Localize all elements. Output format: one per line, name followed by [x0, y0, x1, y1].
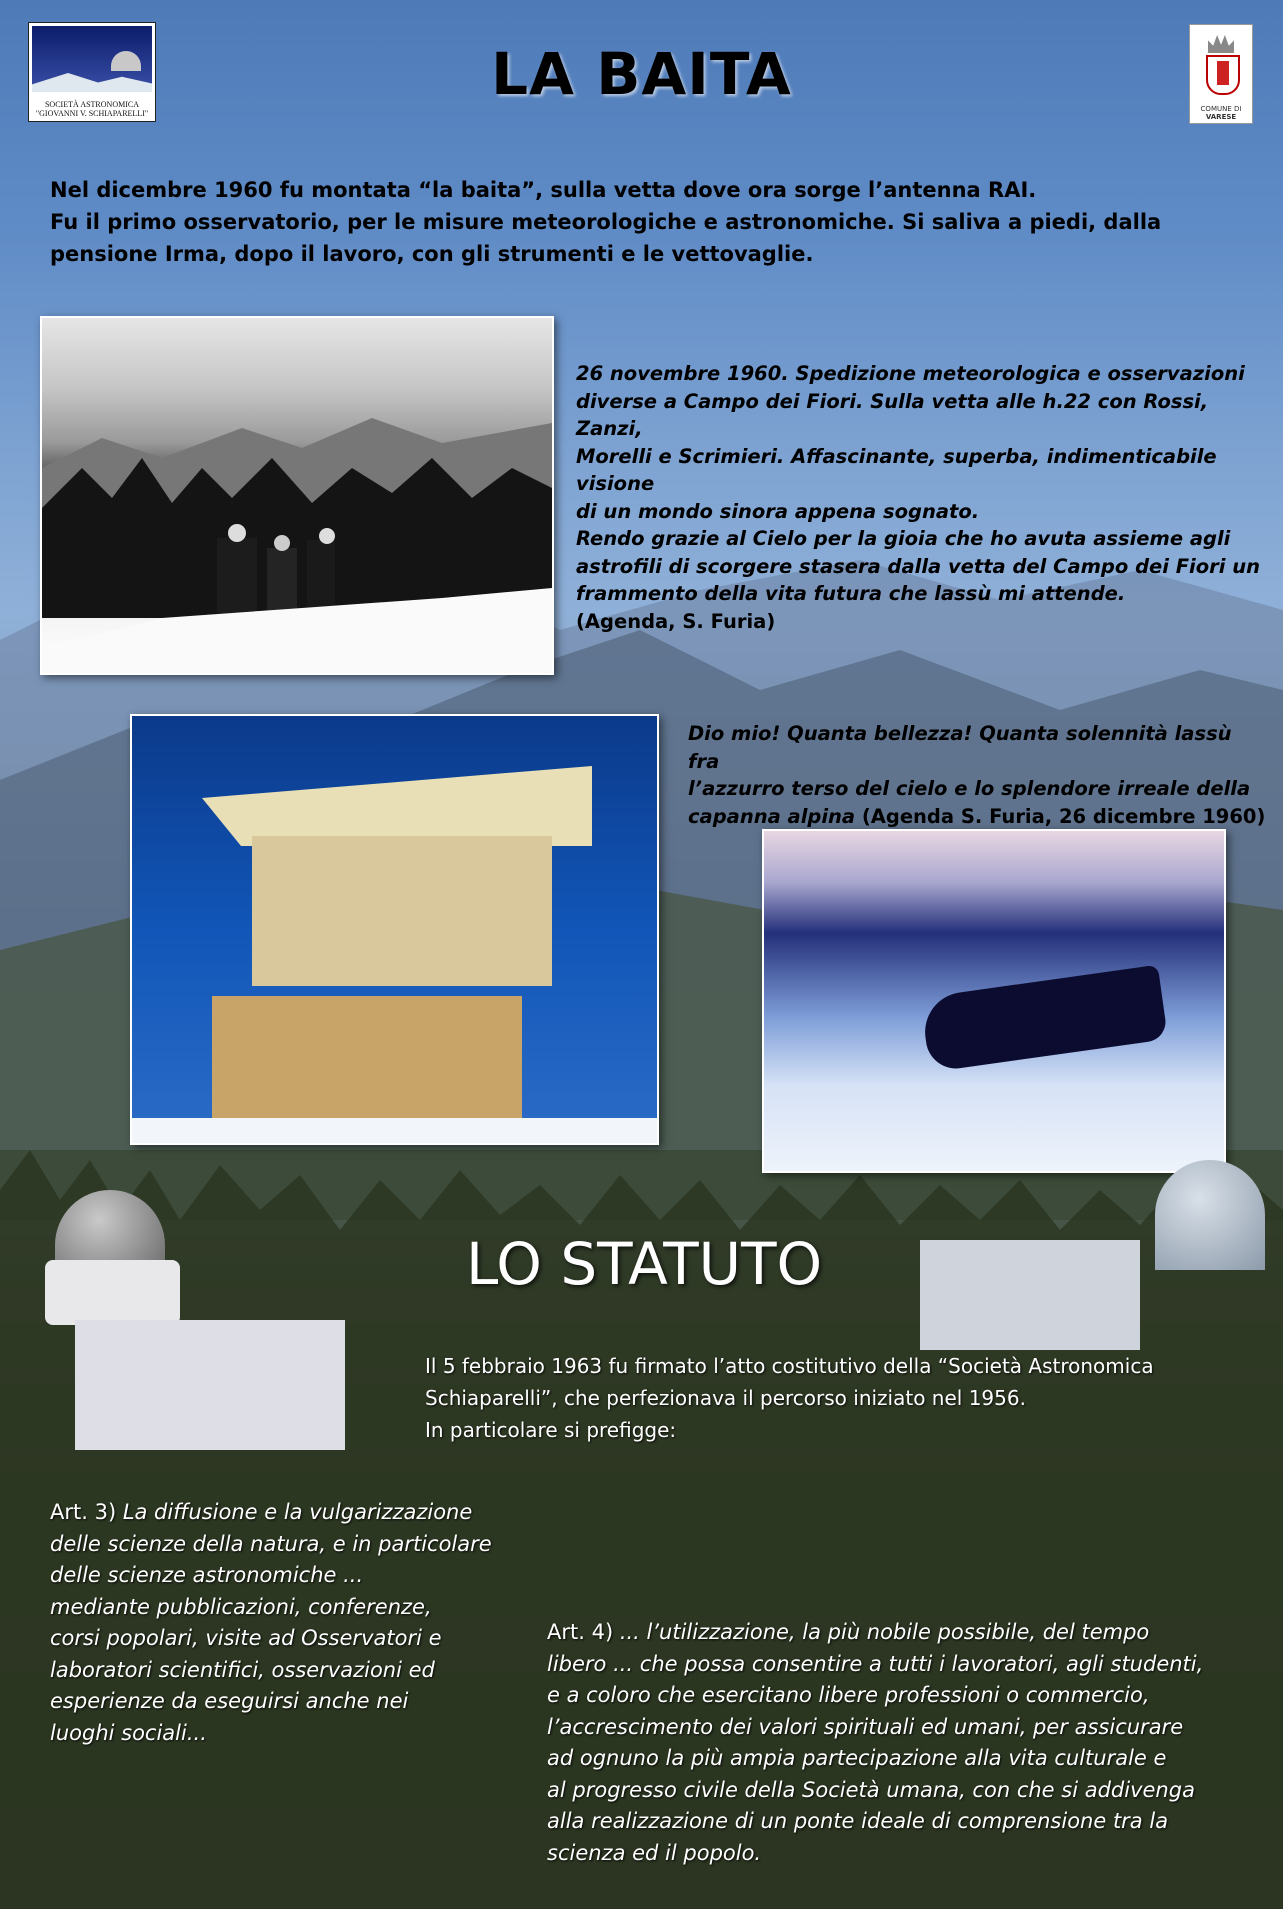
- art3-label: Art. 3): [50, 1500, 117, 1524]
- intro-text: [50, 174, 1200, 270]
- second-observatory-building: [920, 1240, 1140, 1350]
- art3-line-2: delle scienze astronomiche ...: [50, 1563, 364, 1587]
- expedition-photo-art: [42, 318, 552, 673]
- logo-left-line-1: SOCIETÀ ASTRONOMICA: [44, 100, 139, 109]
- cabin-body: [252, 836, 552, 986]
- art4-first-line: [547, 1617, 1277, 1649]
- art4-line-2: e a coloro che esercitano libere professioni o commercio,: [547, 1683, 1150, 1707]
- second-observatory-dome-icon: [1155, 1160, 1265, 1270]
- art4-label: Art. 4): [547, 1620, 614, 1644]
- crown-icon: [1208, 35, 1234, 53]
- art3-line-1: delle scienze della natura, e in particolare: [50, 1531, 492, 1556]
- art4-line-6: alla realizzazione di un ponte ideale di comprensione tra la: [547, 1809, 1169, 1833]
- caption1-line-1: 26 novembre 1960. Spedizione meteorologica e osservazioni: [576, 362, 1245, 385]
- caption1-source: (Agenda, S. Furia): [576, 609, 776, 633]
- caption2-line-3-italic: capanna alpina: [688, 804, 856, 828]
- observatory-building: [35, 1190, 345, 1450]
- caption1-line-4: di un mondo sinora appena sognato.: [576, 499, 980, 523]
- art3-line-4: corsi popolari, visite ad Osservatori e: [50, 1626, 442, 1650]
- logo-right-line-1: COMUNE DI: [1200, 105, 1242, 113]
- statuto-line-3: In particolare si prefigge:: [425, 1418, 677, 1442]
- baita-cabin-photo: [130, 714, 659, 1145]
- caption1-line-7: frammento della vita futura che lassù mi attende.: [576, 582, 1126, 605]
- cabin-snow: [132, 1118, 657, 1143]
- statuto-line-2: Schiaparelli”, che perfezionava il percorso iniziato nel 1956.: [425, 1386, 1026, 1410]
- art3-first-line: [50, 1497, 530, 1529]
- expedition-caption: [576, 360, 1276, 635]
- caption2-line-3-source: (Agenda S. Furia, 26 dicembre 1960): [855, 804, 1266, 828]
- caption2-line-1: Dio mio! Quanta bellezza! Quanta solennità lassù fra: [688, 722, 1232, 773]
- observatory-body: [75, 1320, 345, 1450]
- article-3: [50, 1497, 530, 1749]
- intro-line-1: Nel dicembre 1960 fu montata “la baita”, sulla vetta dove ora sorge l’antenna RAI.: [50, 178, 1037, 202]
- statuto-title: LO STATUTO: [466, 1230, 823, 1298]
- art3-line-3: mediante pubblicazioni, conferenze,: [50, 1594, 432, 1619]
- comune-varese-logo: [1189, 24, 1253, 124]
- art4-line-3: l’accrescimento dei valori spirituali ed umani, per assicurare: [547, 1714, 1184, 1739]
- page-title: LA BAITA: [491, 40, 792, 108]
- observatory-drum: [45, 1260, 180, 1325]
- snow-observation-photo: [762, 829, 1226, 1173]
- art3-line-7: luoghi sociali...: [50, 1720, 207, 1745]
- art4-first-text: ... l’utilizzazione, la più nobile possibile, del tempo: [613, 1620, 1150, 1644]
- art4-line-7: scienza ed il popolo.: [547, 1840, 762, 1865]
- coat-of-arms-icon: [1206, 55, 1240, 95]
- art4-line-1: libero ... che possa consentire a tutti i lavoratori, agli studenti,: [547, 1651, 1204, 1676]
- cabin-caption: [688, 720, 1268, 830]
- intro-line-3: pensione Irma, dopo il lavoro, con gli strumenti e le vettovaglie.: [50, 242, 814, 266]
- person-in-snow: [920, 965, 1168, 1073]
- art3-line-5: laboratori scientifici, osservazioni ed: [50, 1657, 435, 1682]
- caption1-line-2: diverse a Campo dei Fiori. Sulla vetta alle h.22 con Rossi, Zanzi,: [576, 389, 1209, 440]
- logo-left-line-2: "GIOVANNI V. SCHIAPARELLI": [35, 109, 149, 118]
- statuto-line-1: Il 5 febbraio 1963 fu firmato l’atto costitutivo della “Società Astronomica: [425, 1354, 1154, 1378]
- statuto-intro: [425, 1350, 1283, 1446]
- logo-right-caption: [1190, 105, 1252, 121]
- intro-line-2: Fu il primo osservatorio, per le misure meteorologiche e astronomiche. Si saliva a piedi, dalla: [50, 210, 1162, 234]
- second-observatory: [920, 1160, 1280, 1360]
- caption2-line-2: l’azzurro terso del cielo e lo splendore irreale della: [688, 777, 1251, 800]
- art4-line-4: ad ognuno la più ampia partecipazione alla vita culturale e: [547, 1746, 1167, 1770]
- art3-line-6: esperienze da eseguirsi anche nei: [50, 1689, 409, 1713]
- article-4: [547, 1617, 1277, 1869]
- expedition-photo: [40, 316, 554, 675]
- caption1-line-5: Rendo grazie al Cielo per la gioia che ho avuta assieme agli: [576, 527, 1231, 550]
- cabin-roof: [202, 766, 592, 846]
- caption2-line-3: [688, 803, 1268, 831]
- logo-right-line-2: VARESE: [1205, 113, 1237, 121]
- caption1-line-3: Morelli e Scrimieri. Affascinante, superba, indimenticabile visione: [576, 444, 1217, 495]
- art4-line-5: al progresso civile della Società umana, con che si addivenga: [547, 1777, 1195, 1802]
- caption1-line-6: astrofili di scorgere stasera dalla vetta del Campo dei Fiori un: [576, 554, 1260, 578]
- art3-first-text: La diffusione e la vulgarizzazione: [116, 1500, 473, 1524]
